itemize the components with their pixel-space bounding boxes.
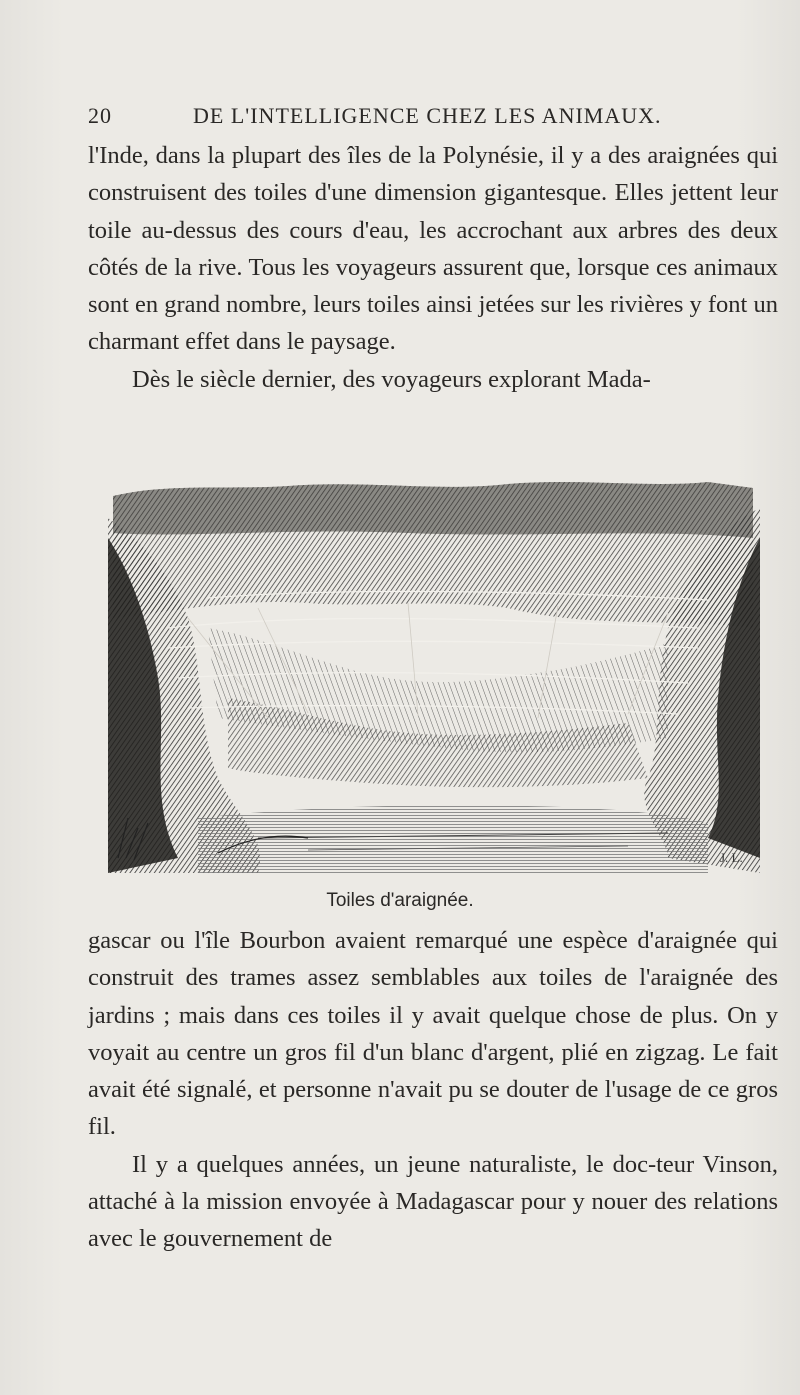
engraving-illustration bbox=[108, 478, 760, 878]
running-title: DE L'INTELLIGENCE CHEZ LES ANIMAUX. bbox=[193, 103, 662, 128]
engraving-spider-webs bbox=[108, 478, 760, 878]
paragraph: Il y a quelques années, un jeune naturaliste, le doc-teur Vinson, attaché à la mission envoyée à Madagascar pour y nouer des relations avec le gouvernement de bbox=[88, 1150, 778, 1253]
figure-caption: Toiles d'araignée. bbox=[326, 890, 474, 911]
engraver-signature: J. L. bbox=[720, 850, 743, 865]
text-block-top bbox=[88, 137, 778, 398]
page-number: 20 bbox=[88, 103, 112, 128]
paragraph: Dès le siècle dernier, des voyageurs explorant Mada- bbox=[132, 365, 651, 393]
paragraph: l'Inde, dans la plupart des îles de la Polynésie, il y a des araignées qui construisent des toiles d'une dimension gigantesque. Elles jettent leur toile au-dessus des cours d'eau, les accrochant aux arbres des deux côtés de la rive. Tous les voyageurs assurent que, lorsque ces animaux sont en grand nombre, leurs toiles ainsi jetées sur les rivières y font un charmant effet dans le paysage. bbox=[88, 142, 778, 356]
running-header bbox=[88, 103, 728, 133]
paragraph: gascar ou l'île Bourbon avaient remarqué une espèce d'araignée qui construit des trames assez semblables aux toiles de l'araignée des jardins ; mais dans ces toiles il y avait quelque chose de plus. On y voyait au centre un gros fil d'un blanc d'argent, plié en zigzag. Le fait avait été signalé, et personne n'avait pu se douter de l'usage de ce gros fil. bbox=[88, 927, 778, 1141]
text-block-bottom bbox=[88, 922, 778, 1258]
